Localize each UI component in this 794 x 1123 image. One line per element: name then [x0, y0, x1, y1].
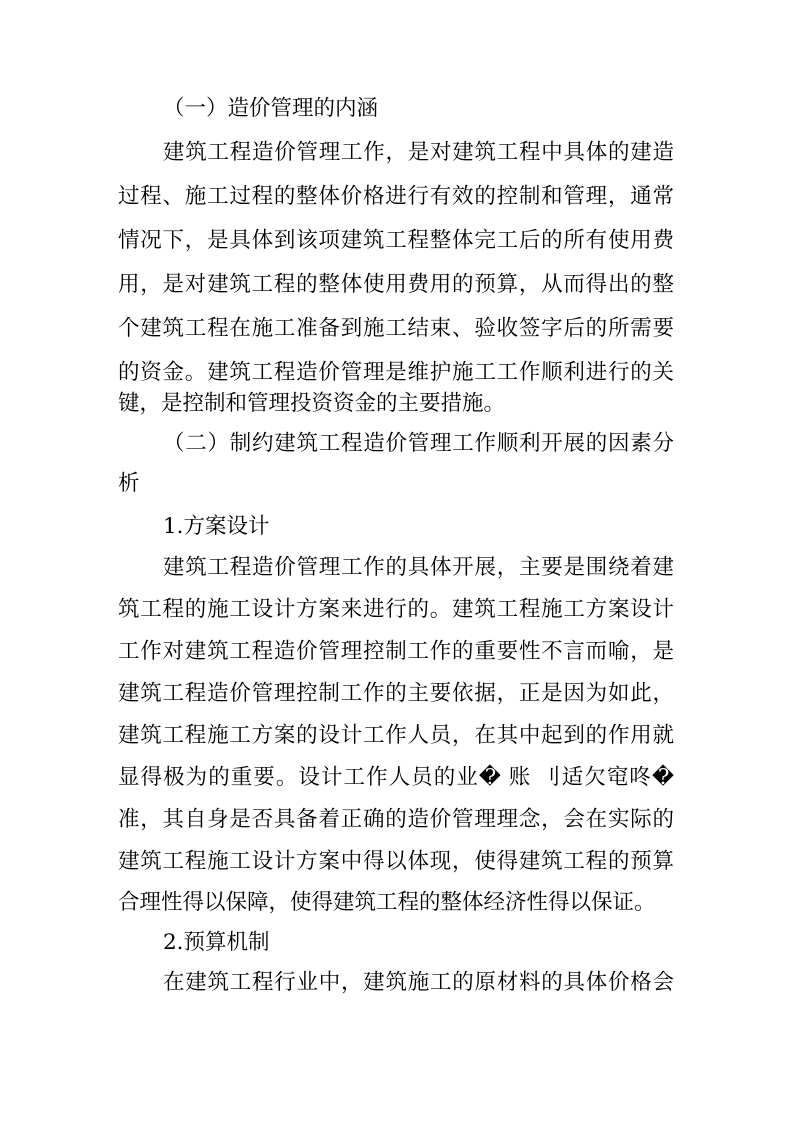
- paragraph-line: 过程、施工过程的整体价格进行有效的控制和管理，通常: [118, 184, 674, 209]
- paragraph-line: 建筑工程造价管理工作的具体开展，主要是围绕着建: [163, 555, 674, 580]
- paragraph-line: 键，是控制和管理投资资金的主要措施。: [118, 391, 506, 416]
- section-heading-2-cont: 析: [118, 471, 140, 496]
- paragraph-line: 情况下，是具体到该项建筑工程整体完工后的所有使用费: [118, 228, 674, 253]
- paragraph-line: 建筑工程施工方案的设计工作人员，在其中起到的作用就: [118, 723, 674, 748]
- paragraph-line: 显得极为的重要。设计工作人员的业� 账 刂适欠窀咚�: [118, 765, 674, 790]
- paragraph-line: 用，是对建筑工程的整体使用费用的预算，从而得出的整: [118, 272, 674, 297]
- paragraph-line: 筑工程的施工设计方案来进行的。建筑工程施工方案设计: [118, 597, 674, 622]
- paragraph-line: 的资金。建筑工程造价管理是维护施工工作顺利进行的关: [118, 360, 674, 385]
- paragraph-line: 合理性得以保障，使得建筑工程的整体经济性得以保证。: [118, 890, 656, 915]
- paragraph-line: 建筑工程造价管理控制工作的主要依据，正是因为如此，: [118, 681, 674, 706]
- paragraph-line: 建筑工程施工设计方案中得以体现，使得建筑工程的预算: [118, 849, 674, 874]
- paragraph-line: 准，其自身是否具备着正确的造价管理理念，会在实际的: [118, 807, 674, 832]
- paragraph-line: 工作对建筑工程造价管理控制工作的重要性不言而喻，是: [118, 639, 674, 664]
- section-heading-2: （二）制约建筑工程造价管理工作顺利开展的因素分: [163, 431, 674, 456]
- subheading-2: 2.预算机制: [163, 930, 270, 955]
- paragraph-line: 在建筑工程行业中，建筑施工的原材料的具体价格会: [163, 970, 674, 995]
- paragraph-line: 建筑工程造价管理工作，是对建筑工程中具体的建造: [163, 140, 674, 165]
- section-heading-1: （一）造价管理的内涵: [163, 96, 379, 121]
- paragraph-line: 个建筑工程在施工准备到施工结束、验收签字后的所需要: [118, 316, 674, 341]
- subheading-1: 1.方案设计: [163, 514, 270, 539]
